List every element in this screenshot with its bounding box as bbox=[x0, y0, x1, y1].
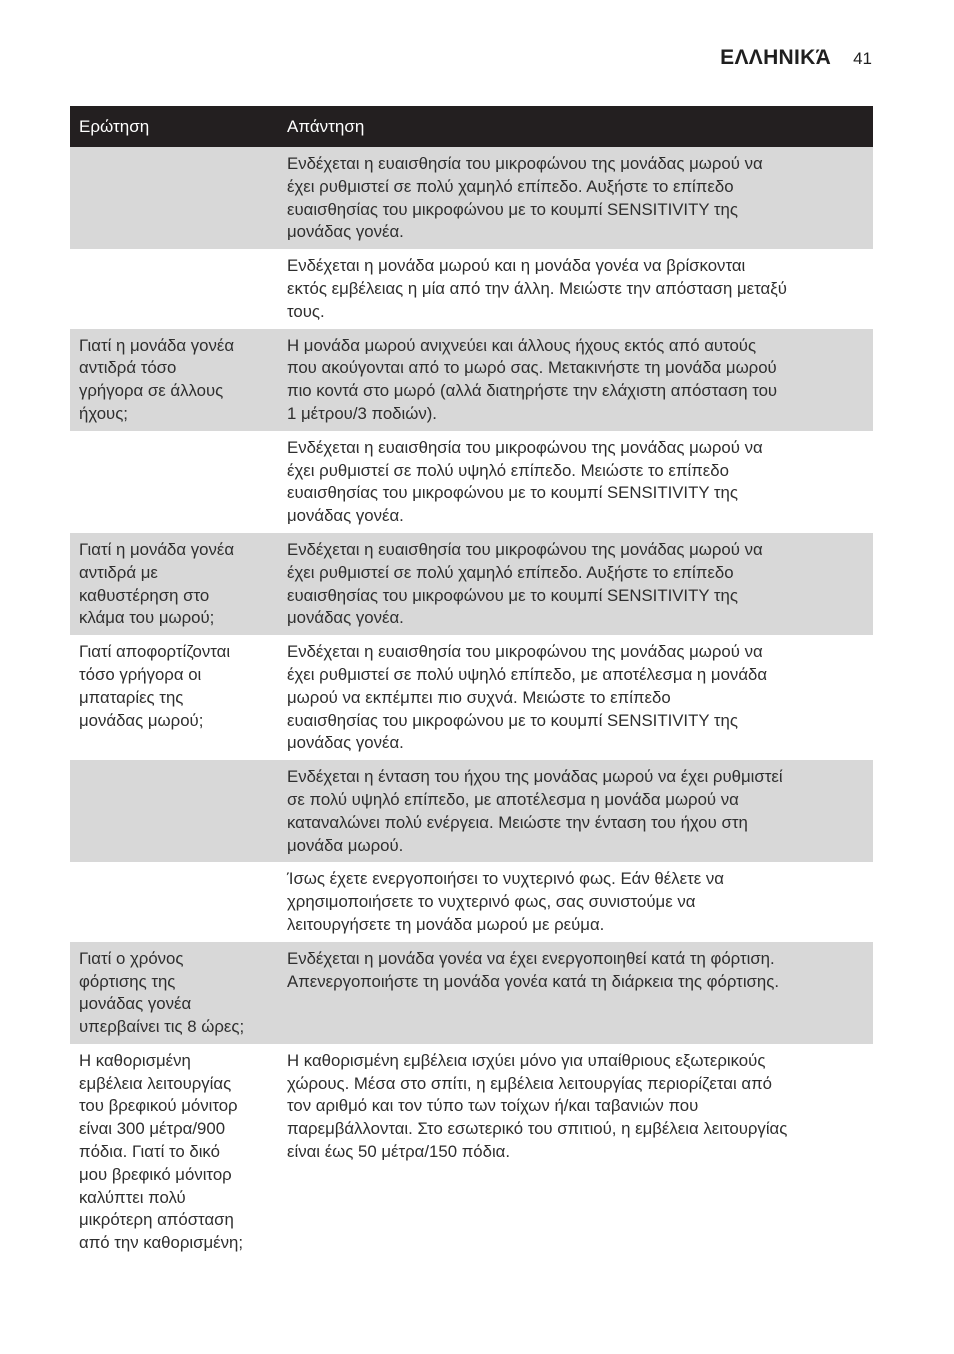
question-line: Γιατί η μονάδα γονέα bbox=[79, 539, 235, 559]
answer-cell bbox=[277, 147, 873, 249]
question-line: μονάδας μωρού; bbox=[79, 710, 204, 730]
faq-row bbox=[70, 249, 873, 328]
faq-row bbox=[70, 147, 873, 249]
answer-cell bbox=[277, 635, 873, 760]
answer-line: έχει ρυθμιστεί σε πολύ χαμηλό επίπεδο. Αυξήστε το επίπεδο bbox=[287, 176, 734, 196]
answer-line: τους. bbox=[287, 301, 325, 321]
question-line: Η καθορισμένη bbox=[79, 1050, 191, 1070]
answer-line: λειτουργήσετε τη μονάδα μωρού με ρεύμα. bbox=[287, 914, 605, 934]
question-line: πόδια. Γιατί το δικό bbox=[79, 1142, 220, 1162]
answer-line: Η μονάδα μωρού ανιχνεύει και άλλους ήχους εκτός από αυτούς bbox=[287, 335, 757, 355]
faq-row bbox=[70, 942, 873, 1044]
answer-line: Η καθορισμένη εμβέλεια ισχύει μόνο για υπαίθριους εξωτερικούς bbox=[287, 1050, 766, 1070]
question-line: αντιδρά τόσο bbox=[79, 358, 177, 378]
question-cell bbox=[70, 533, 277, 635]
answer-line: 1 μέτρου/3 ποδιών). bbox=[287, 403, 437, 423]
answer-line: Ενδέχεται η μονάδα μωρού και η μονάδα γονέα να βρίσκονται bbox=[287, 256, 746, 276]
faq-table-body bbox=[70, 147, 873, 1260]
question-line: Γιατί ο χρόνος bbox=[79, 948, 184, 968]
answer-line: σε πολύ υψηλό επίπεδο, με αποτέλεσμα η μονάδα μωρού να bbox=[287, 789, 739, 809]
faq-row bbox=[70, 635, 873, 760]
question-cell bbox=[70, 249, 277, 328]
page-number: 41 bbox=[853, 49, 872, 68]
answer-line: ευαισθησίας του μικροφώνου με το κουμπί SENSITIVITY της bbox=[287, 483, 738, 503]
question-cell bbox=[70, 147, 277, 249]
answer-line: έχει ρυθμιστεί σε πολύ υψηλό επίπεδο. Μειώστε το επίπεδο bbox=[287, 460, 729, 480]
answer-line: Ενδέχεται η ευαισθησία του μικροφώνου της μονάδας μωρού να bbox=[287, 154, 763, 173]
question-line: τόσο γρήγορα οι bbox=[79, 664, 202, 684]
answer-line: πιο κοντά στο μωρό (αλλά διατηρήστε την ελάχιστη απόσταση του bbox=[287, 381, 778, 401]
question-line: Γιατί αποφορτίζονται bbox=[79, 642, 231, 662]
answer-line: μονάδας γονέα. bbox=[287, 608, 404, 628]
faq-row bbox=[70, 533, 873, 635]
answer-line: που ακούγονται από το μωρό σας. Μετακινήστε τη μονάδα μωρού bbox=[287, 358, 777, 378]
question-cell bbox=[70, 329, 277, 431]
answer-line: χώρους. Μέσα στο σπίτι, η εμβέλεια λειτουργίας περιορίζεται από bbox=[287, 1073, 772, 1093]
answer-cell bbox=[277, 533, 873, 635]
answer-cell bbox=[277, 760, 873, 862]
answer-line: Ενδέχεται η μονάδα γονέα να έχει ενεργοποιηθεί κατά τη φόρτιση. bbox=[287, 948, 775, 968]
answer-line: ευαισθησίας του μικροφώνου με το κουμπί SENSITIVITY της bbox=[287, 199, 738, 219]
question-column-header: Ερώτηση bbox=[70, 106, 277, 147]
answer-line: ευαισθησίας του μικροφώνου με το κουμπί SENSITIVITY της bbox=[287, 585, 738, 605]
question-cell bbox=[70, 760, 277, 862]
faq-table-header bbox=[70, 106, 873, 147]
faq-row bbox=[70, 760, 873, 862]
question-line: καθυστέρηση στο bbox=[79, 585, 210, 605]
answer-cell bbox=[277, 431, 873, 533]
question-line: ήχους; bbox=[79, 403, 128, 423]
question-line: φόρτισης της bbox=[79, 971, 176, 991]
question-cell bbox=[70, 862, 277, 941]
question-line: εμβέλεια λειτουργίας bbox=[79, 1073, 232, 1093]
answer-line: είναι έως 50 μέτρα/150 πόδια. bbox=[287, 1142, 511, 1162]
language-title: ΕΛΛΗΝΙΚΆ bbox=[720, 46, 832, 69]
answer-line: τον αριθμό και τον τύπο των τοίχων ή/και ταβανιών που bbox=[287, 1096, 699, 1116]
question-line: μικρότερη απόσταση bbox=[79, 1210, 234, 1230]
answer-line: Απενεργοποιήστε τη μονάδα γονέα κατά τη διάρκεια της φόρτισης. bbox=[287, 971, 779, 991]
question-cell bbox=[70, 1044, 277, 1260]
question-line: Γιατί η μονάδα γονέα bbox=[79, 335, 235, 355]
answer-line: Ενδέχεται η ευαισθησία του μικροφώνου της μονάδας μωρού να bbox=[287, 642, 763, 662]
question-line: μου βρεφικό μόνιτορ bbox=[79, 1164, 232, 1184]
answer-line: μονάδας γονέα. bbox=[287, 506, 404, 526]
answer-line: παρεμβάλλονται. Στο εσωτερικό του σπιτιού, η εμβέλεια λειτουργίας bbox=[287, 1119, 788, 1139]
answer-cell bbox=[277, 942, 873, 1044]
answer-line: εκτός εμβέλειας η μία από την άλλη. Μειώστε την απόσταση μεταξύ bbox=[287, 278, 787, 298]
answer-cell bbox=[277, 329, 873, 431]
question-line: είναι 300 μέτρα/900 bbox=[79, 1119, 226, 1139]
question-line: καλύπτει πολύ bbox=[79, 1187, 186, 1207]
page-header bbox=[720, 46, 872, 70]
question-cell bbox=[70, 431, 277, 533]
faq-table bbox=[70, 106, 873, 1260]
answer-line: μονάδας γονέα. bbox=[287, 733, 404, 753]
answer-line: καταναλώνει πολύ ενέργεια. Μειώστε την ένταση του ήχου στη bbox=[287, 812, 748, 832]
question-line: γρήγορα σε άλλους bbox=[79, 381, 224, 401]
answer-cell bbox=[277, 862, 873, 941]
question-line: υπερβαίνει τις 8 ώρες; bbox=[79, 1017, 245, 1037]
answer-line: ευαισθησίας του μικροφώνου με το κουμπί SENSITIVITY της bbox=[287, 710, 738, 730]
header-row bbox=[70, 106, 873, 147]
answer-line: Ίσως έχετε ενεργοποιήσει το νυχτερινό φως. Εάν θέλετε να bbox=[287, 869, 724, 889]
question-line: μπαταρίες της bbox=[79, 687, 184, 707]
answer-line: Ενδέχεται η ευαισθησία του μικροφώνου της μονάδας μωρού να bbox=[287, 437, 763, 457]
faq-row bbox=[70, 1044, 873, 1260]
question-line: κλάμα του μωρού; bbox=[79, 608, 215, 628]
answer-cell bbox=[277, 1044, 873, 1260]
question-cell bbox=[70, 635, 277, 760]
question-line: αντιδρά με bbox=[79, 562, 158, 582]
question-cell bbox=[70, 942, 277, 1044]
answer-line: Ενδέχεται η ένταση του ήχου της μονάδας μωρού να έχει ρυθμιστεί bbox=[287, 767, 783, 787]
answer-column-header: Απάντηση bbox=[277, 106, 873, 147]
answer-line: Ενδέχεται η ευαισθησία του μικροφώνου της μονάδας μωρού να bbox=[287, 539, 763, 559]
faq-row bbox=[70, 329, 873, 431]
question-line: μονάδας γονέα bbox=[79, 994, 192, 1014]
answer-line: μωρού να εκπέμπει πιο συχνά. Μειώστε το επίπεδο bbox=[287, 687, 671, 707]
question-line: από την καθορισμένη; bbox=[79, 1233, 244, 1253]
answer-line: έχει ρυθμιστεί σε πολύ υψηλό επίπεδο, με αποτέλεσμα η μονάδα bbox=[287, 664, 768, 684]
faq-row bbox=[70, 862, 873, 941]
answer-cell bbox=[277, 249, 873, 328]
answer-line: μονάδα μωρού. bbox=[287, 835, 404, 855]
faq-row bbox=[70, 431, 873, 533]
answer-line: μονάδας γονέα. bbox=[287, 222, 404, 242]
question-line: του βρεφικού μόνιτορ bbox=[79, 1096, 238, 1116]
answer-line: χρησιμοποιήσετε το νυχτερινό φως, σας συνιστούμε να bbox=[287, 892, 696, 912]
answer-line: έχει ρυθμιστεί σε πολύ χαμηλό επίπεδο. Αυξήστε το επίπεδο bbox=[287, 562, 734, 582]
